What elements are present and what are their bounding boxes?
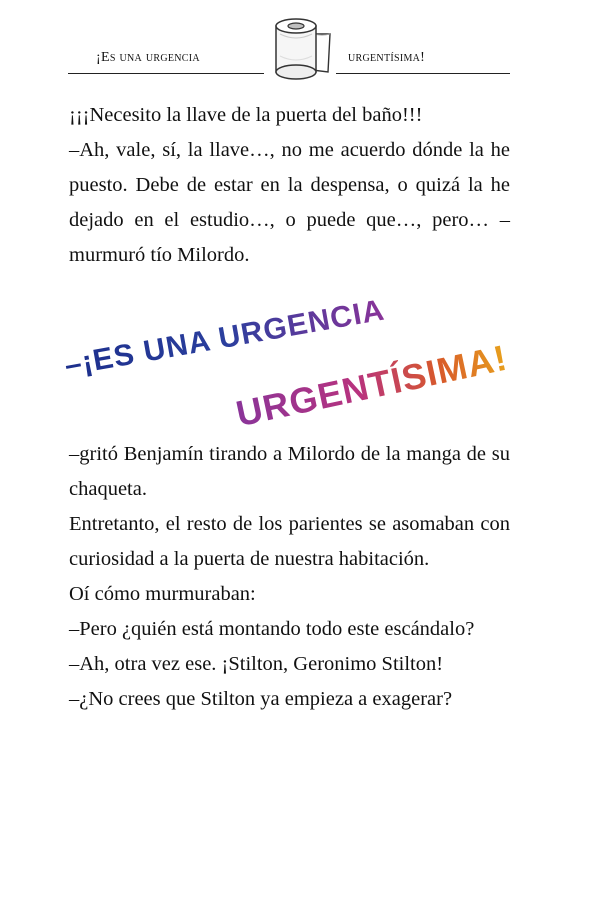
paragraph: Oí cómo murmuraban: [69, 583, 256, 605]
running-header [0, 0, 600, 90]
header-left-text: ¡Es una urgencia [96, 50, 200, 65]
paragraph: –Ah, vale, sí, la llave…, no me acuerdo dónde la he puesto. Debe de estar en la despensa, o quizá la he dejado en el estudio…, o puede que…, pero… –murmuró tío Milordo. [69, 139, 510, 266]
paragraph: –Pero ¿quién está montando todo este escándalo? [69, 618, 475, 640]
paragraph: –¿No crees que Stilton ya empieza a exagerar? [69, 688, 453, 710]
header-right-text: urgentísima! [348, 50, 426, 65]
text-block-bottom [69, 437, 510, 717]
text-block-top [69, 98, 510, 273]
header-rule-left [68, 73, 264, 74]
toilet-paper-roll-icon [264, 12, 336, 84]
paragraph: –gritó Benjamín tirando a Milordo de la manga de su chaqueta. [69, 443, 510, 500]
shout-wordart [60, 266, 520, 435]
paragraph: Entretanto, el resto de los parientes se asomaban con curiosidad a la puerta de nuestra habitación. [69, 513, 510, 570]
paragraph: –Ah, otra vez ese. ¡Stilton, Geronimo Stilton! [69, 653, 444, 675]
paragraph: ¡¡¡Necesito la llave de la puerta del baño!!! [69, 104, 423, 126]
header-rule-right [336, 73, 510, 74]
shout-line-2: urgentísima! [232, 336, 512, 435]
shout-line-1: –¡Es una urgencia [62, 293, 388, 383]
